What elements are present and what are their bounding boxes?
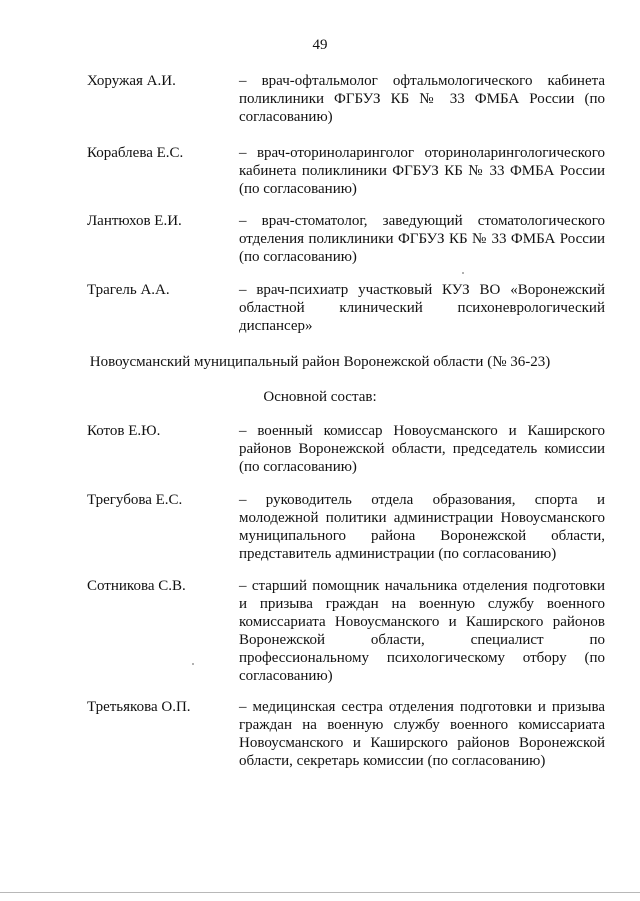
member-role: – старший помощник начальника отделения подготовки и призыва граждан на военную службу военного комиссариата Новоусманского и Каширского районов Воронежской области, специалист по профессиональному психологическому отбору (по согласованию) [239,578,605,684]
member-role: – врач-офтальмолог офтальмологического кабинета поликлиники ФГБУЗ КБ № 33 ФМБА России (по согласованию) [239,73,605,125]
member-name: Хоружая А.И. [87,73,176,89]
member-role: – врач-стоматолог, заведующий стоматологического отделения поликлиники ФГБУЗ КБ № 33 ФМБА России (по согласованию) [239,213,605,265]
member-name: Лантюхов Е.И. [87,213,182,229]
member-name: Трегубова Е.С. [87,492,183,508]
section-subheading: Основной состав: [263,389,377,405]
district-heading: Новоусманский муниципальный район Воронежской области (№ 36-23) [89,354,551,370]
member-role: – военный комиссар Новоусманского и Каширского районов Воронежской области, председатель комиссии (по согласованию) [239,423,605,475]
member-role: – врач-психиатр участковый КУЗ ВО «Воронежский областной клинический психоневрологический диспансер» [239,282,605,334]
member-name: Кораблева Е.С. [87,145,184,161]
member-role: – медицинская сестра отделения подготовки и призыва граждан на военную службу военного комиссариата Новоусманского и Каширского районов Воронежской области, секретарь комиссии (по согласованию) [239,699,605,769]
page-number: 49 [312,37,328,53]
scan-speck [462,272,464,274]
scan-edge-line [0,892,640,893]
member-role: – руководитель отдела образования, спорта и молодежной политики администрации Новоусманского муниципального района Воронежской области, представитель администрации (по согласованию) [239,492,605,562]
member-name: Сотникова С.В. [87,578,186,594]
member-name: Третьякова О.П. [87,699,191,715]
scan-speck [192,663,194,665]
member-name: Трагель А.А. [87,282,170,298]
member-role: – врач-оториноларинголог оториноларингологического кабинета поликлиники ФГБУЗ КБ № 33 ФМБА России (по согласованию) [239,145,605,197]
member-name: Котов Е.Ю. [87,423,161,439]
